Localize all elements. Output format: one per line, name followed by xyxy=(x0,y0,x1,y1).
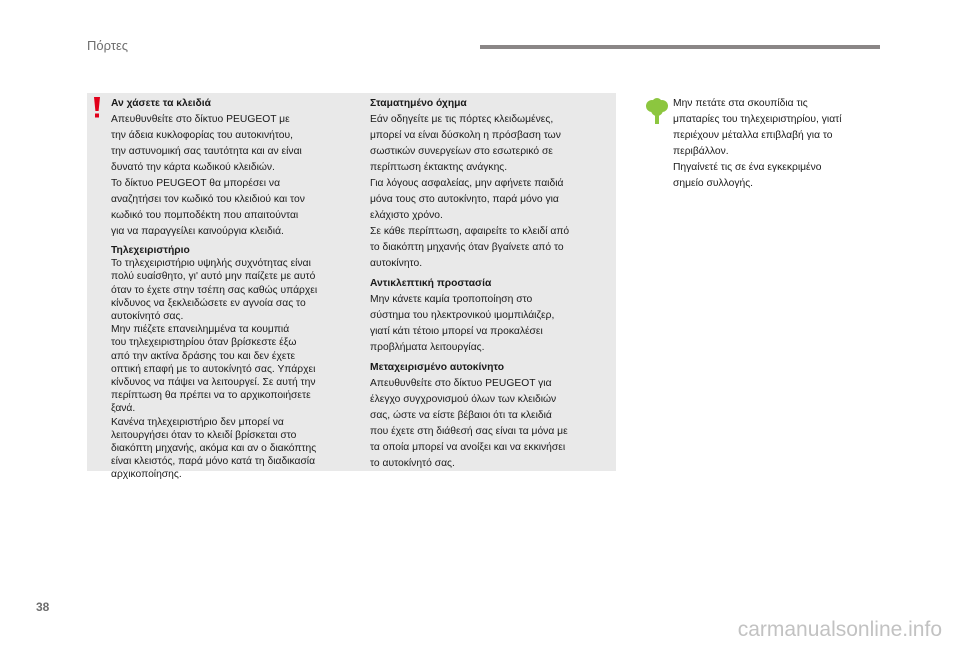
text-line: τα οποία μπορεί να ανοίξει και να εκκινήσει xyxy=(370,442,566,453)
text-line: Μην κάνετε καμία τροποποίηση στο xyxy=(370,294,533,305)
text-line: το διακόπτη μηχανής όταν βγαίνετε από το xyxy=(370,242,564,253)
text-line: λειτουργήσει όταν το κλειδί βρίσκεται στο xyxy=(111,429,297,441)
text-line: σύστημα του ηλεκτρονικού ιμομπιλάιζερ, xyxy=(370,310,555,321)
text-line: κωδικό του πομποδέκτη που απαιτούνται xyxy=(111,210,299,221)
text-line: ελάχιστο χρόνο. xyxy=(370,210,443,221)
text-line: Το δίκτυο PEUGEOT θα μπορέσει να xyxy=(111,178,281,189)
text-line: μπορεί να είναι δύσκολη η πρόσβαση των xyxy=(370,130,561,141)
text-line: Απευθυνθείτε στο δίκτυο PEUGEOT για xyxy=(370,378,552,389)
text-line: αρχικοποίησης. xyxy=(111,469,182,481)
text-line: διακόπτη μηχανής, ακόμα και αν ο διακόπτης xyxy=(111,443,317,455)
page-number: 38 xyxy=(36,600,50,614)
text-line: την άδεια κυκλοφορίας του αυτοκινήτου, xyxy=(111,130,293,141)
lost-keys-text xyxy=(111,112,351,240)
text-line: προβλήματα λειτουργίας. xyxy=(370,342,485,353)
tree-icon xyxy=(645,98,669,124)
text-line: Πηγαίνετέ τις σε ένα εγκεκριμένο xyxy=(673,162,822,173)
text-line: Το τηλεχειριστήριο υψηλής συχνότητας είναι xyxy=(111,258,311,270)
text-line: μπαταρίες του τηλεχειριστηρίου, γιατί xyxy=(673,114,842,125)
remote-control-section xyxy=(111,244,351,482)
text-line: Για λόγους ασφαλείας, μην αφήνετε παιδιά xyxy=(370,178,564,189)
text-line: ξανά. xyxy=(111,403,136,415)
text-line: από την ακτίνα δράσης του και δεν έχετε xyxy=(111,350,296,362)
text-line: το αυτοκίνητό σας. xyxy=(370,458,455,469)
text-line: σας, ώστε να είστε βέβαιοι ότι τα κλειδιά xyxy=(370,410,552,421)
column-keys-remote xyxy=(111,96,351,482)
text-line: είναι κλειστός, παρά μόνο κατά τη διαδικασία xyxy=(111,456,316,468)
text-line: περίπτωση θα πρέπει να το αρχικοποιήσετε xyxy=(111,390,311,402)
anti-theft-heading: Αντικλεπτική προστασία xyxy=(370,278,492,289)
text-line: σημείο συλλογής. xyxy=(673,178,754,189)
text-line: δυνατό την κάρτα κωδικού κλειδιών. xyxy=(111,162,275,173)
text-line: Εάν οδηγείτε με τις πόρτες κλειδωμένες, xyxy=(370,114,554,125)
text-line: περιβάλλον. xyxy=(673,146,729,157)
remote-control-heading: Τηλεχειριστήριο xyxy=(111,245,190,256)
stopped-vehicle-text xyxy=(370,112,610,272)
text-line: την αστυνομική σας ταυτότητα και αν είναι xyxy=(111,146,302,157)
used-car-section xyxy=(370,360,610,472)
header-rule xyxy=(480,45,880,49)
anti-theft-section xyxy=(370,276,610,356)
used-car-heading: Μεταχειρισμένο αυτοκίνητο xyxy=(370,362,505,373)
column-battery-disposal xyxy=(673,96,873,192)
text-line: έλεγχο συγχρονισμού όλων των κλειδιών xyxy=(370,394,557,405)
text-line: του τηλεχειριστηρίου όταν βρίσκεστε έξω xyxy=(111,337,297,349)
text-line: Απευθυνθείτε στο δίκτυο PEUGEOT με xyxy=(111,114,290,125)
text-line: περίπτωση έκτακτης ανάγκης. xyxy=(370,162,508,173)
text-line: Κανένα τηλεχειριστήριο δεν μπορεί να xyxy=(111,416,284,428)
watermark: carmanualsonline.info xyxy=(737,618,942,641)
lost-keys-heading: Αν χάσετε τα κλειδιά xyxy=(111,98,211,109)
text-line: αυτοκίνητό σας. xyxy=(111,311,184,323)
stopped-vehicle-heading: Σταματημένο όχημα xyxy=(370,98,467,109)
header-title: Πόρτες xyxy=(87,38,129,53)
text-line: που έχετε στη διάθεσή σας είναι τα μόνα με xyxy=(370,426,568,437)
text-line: περιέχουν μέταλλα επιβλαβή για το xyxy=(673,130,833,141)
text-line: αυτοκίνητο. xyxy=(370,258,423,269)
text-line: γιατί κάτι τέτοιο μπορεί να προκαλέσει xyxy=(370,326,543,337)
text-line: για να παραγγείλει καινούργια κλειδιά. xyxy=(111,226,284,237)
text-line: πολύ ευαίσθητο, γι' αυτό μην παίζετε με αυτό xyxy=(111,271,316,283)
text-line: κίνδυνος να πάψει να λειτουργεί. Σε αυτή την xyxy=(111,377,316,389)
text-line: μόνα τους στο αυτοκίνητο, παρά μόνο για xyxy=(370,194,559,205)
exclamation-icon xyxy=(92,97,102,119)
text-line: σωστικών συνεργείων στο εσωτερικό σε xyxy=(370,146,553,157)
text-line: κίνδυνος να ξεκλειδώσετε εν αγνοία σας το xyxy=(111,297,306,309)
text-line: Μην πετάτε στα σκουπίδια τις xyxy=(673,98,808,109)
column-vehicle-security xyxy=(370,96,610,472)
text-line: Σε κάθε περίπτωση, αφαιρείτε το κλειδί από xyxy=(370,226,570,237)
text-line: αναζητήσει τον κωδικό του κλειδιού και τον xyxy=(111,194,305,205)
text-line: Μην πιέζετε επανειλημμένα τα κουμπιά xyxy=(111,324,290,336)
text-line: οπτική επαφή με το αυτοκίνητό σας. Υπάρχει xyxy=(111,363,316,375)
text-line: όταν το έχετε στην τσέπη σας καθώς υπάρχει xyxy=(111,284,318,296)
